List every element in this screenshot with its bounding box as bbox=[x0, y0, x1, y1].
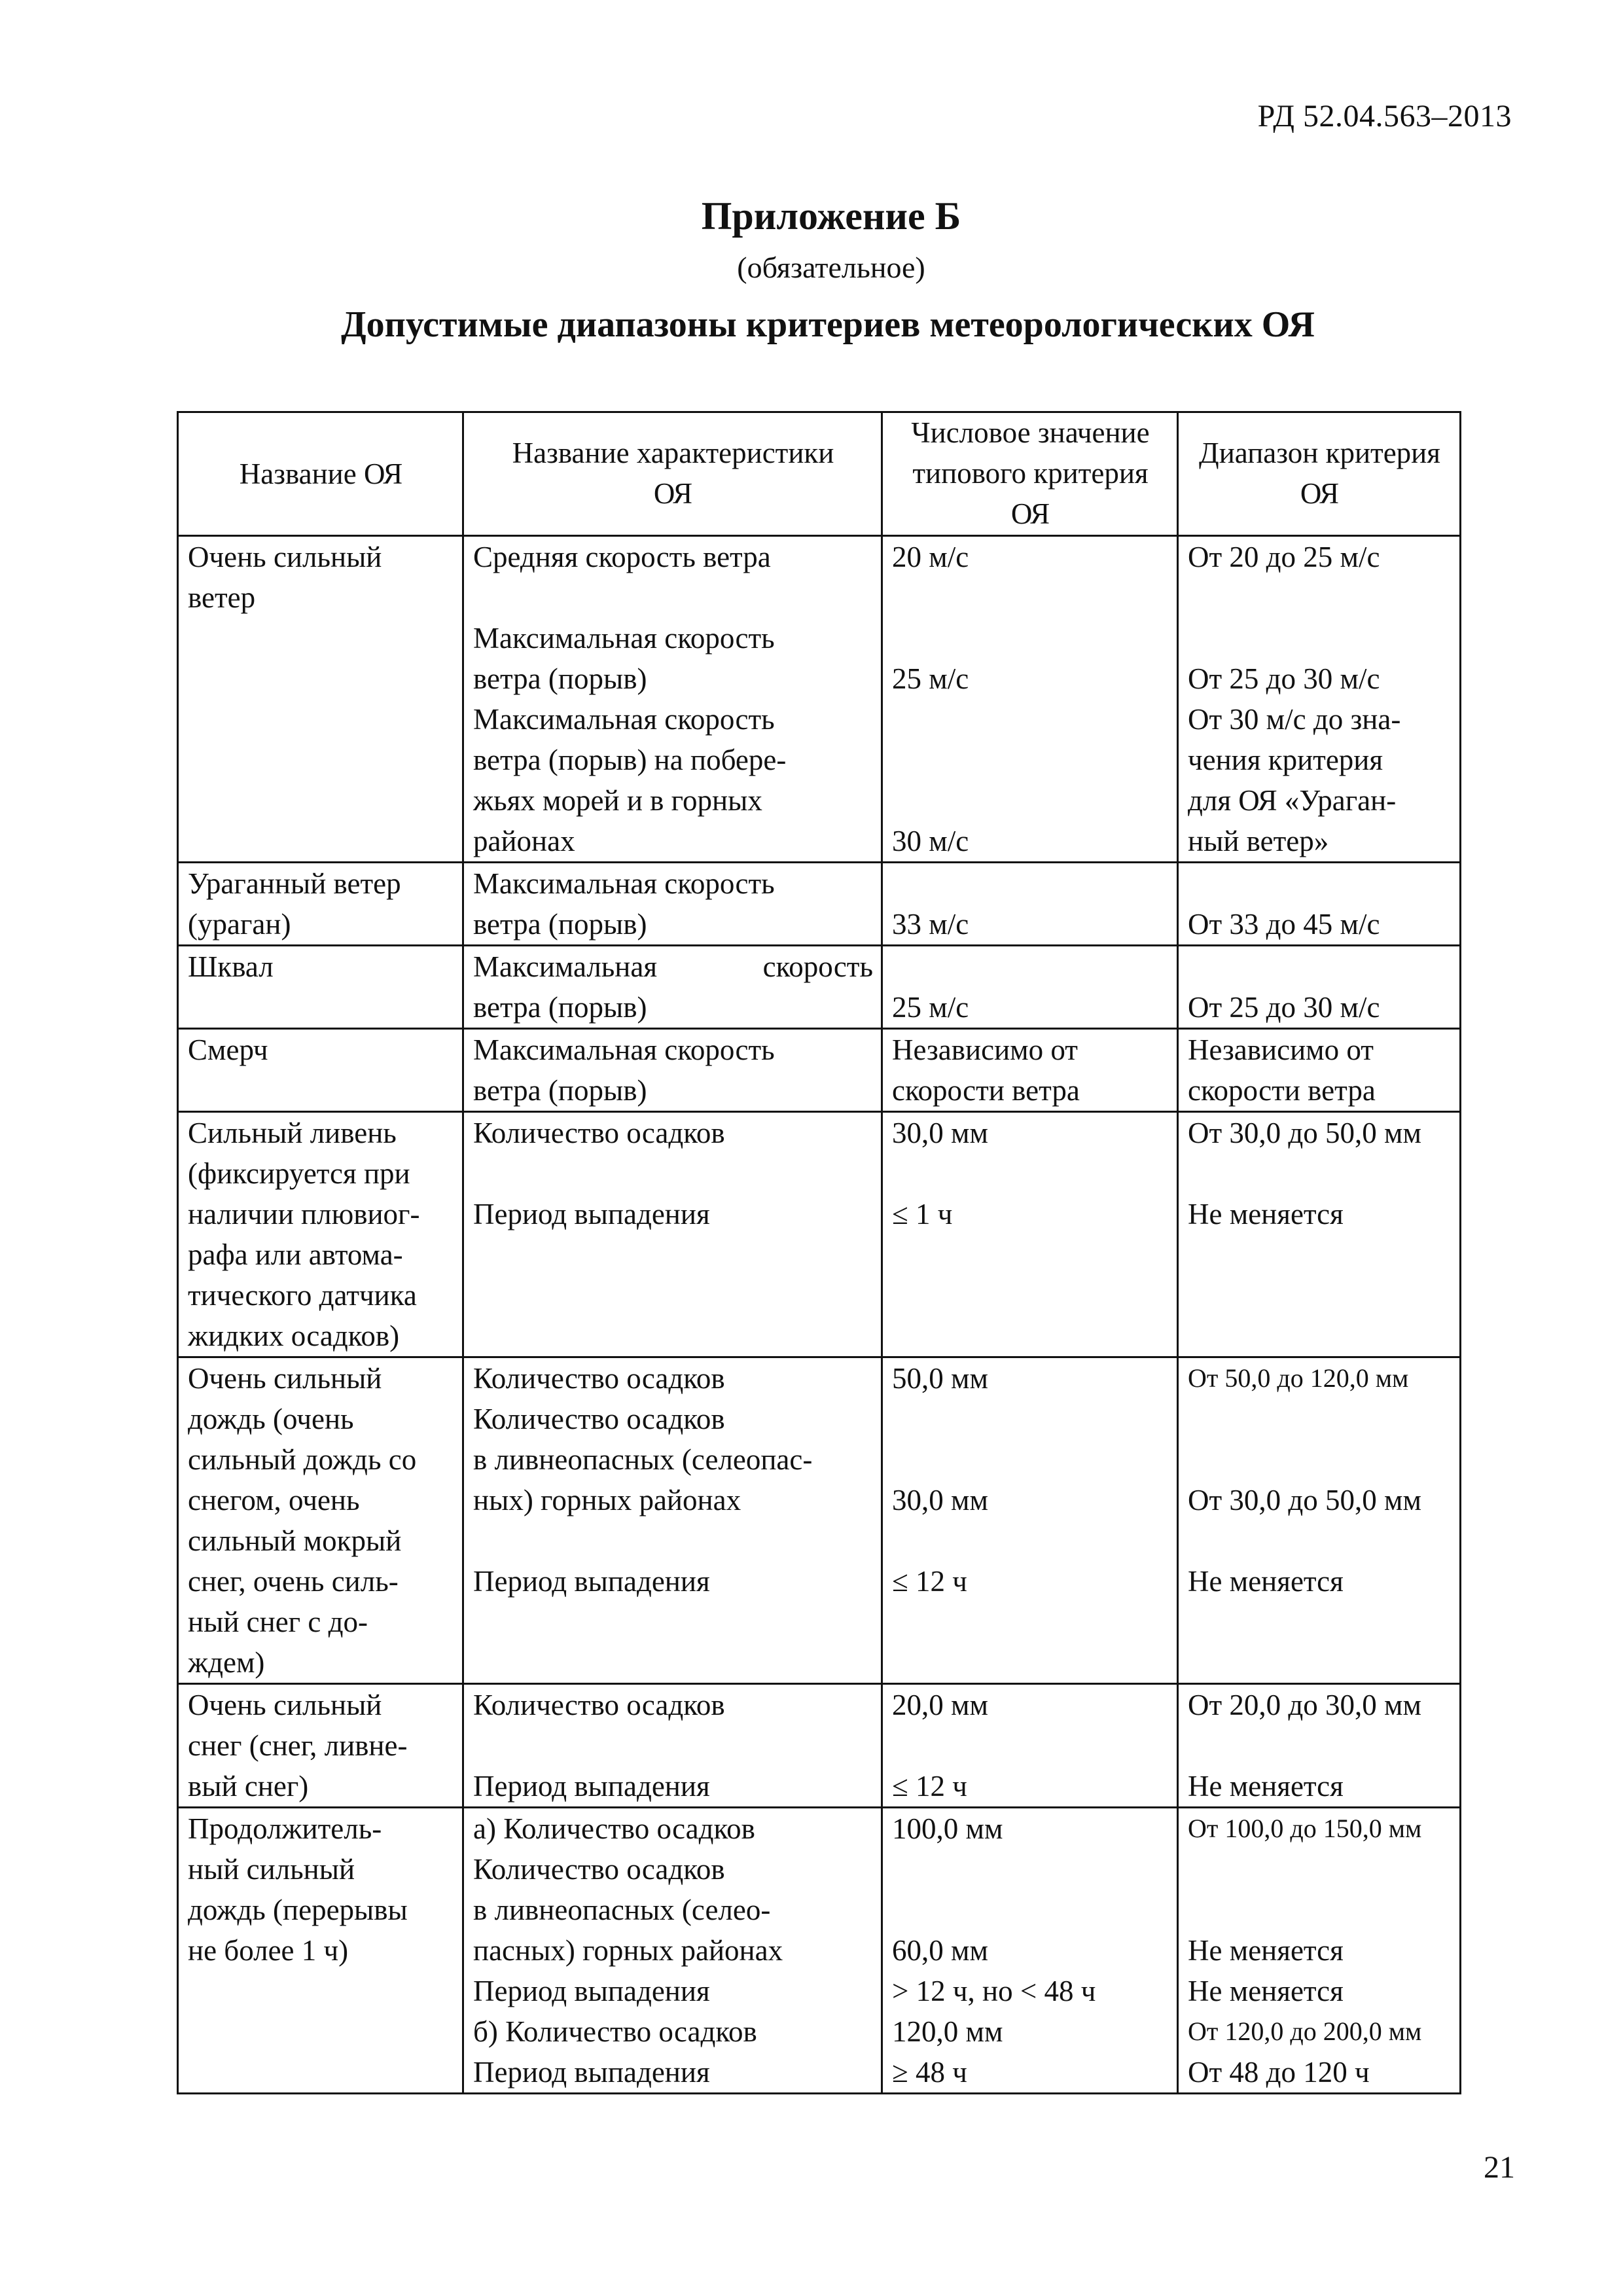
typical-value-cell bbox=[882, 1684, 1178, 1808]
cell-line: Период выпадения bbox=[473, 1565, 710, 1598]
cell-line: 30,0 мм bbox=[892, 1117, 988, 1149]
cell-line: Максимальная скорость bbox=[473, 1033, 775, 1066]
appendix-title: Приложение Б bbox=[701, 194, 961, 238]
criteria-table bbox=[177, 411, 1461, 2094]
cell-line bbox=[892, 740, 1169, 780]
cell-line: Количество осадков bbox=[473, 1117, 725, 1149]
cell-line bbox=[473, 1520, 873, 1561]
cell-line bbox=[1188, 946, 1452, 987]
typical-value-cell bbox=[882, 536, 1178, 863]
header-criterion-range: Диапазон критерия ОЯ bbox=[1178, 412, 1461, 536]
cell-line: (фиксируется при bbox=[188, 1157, 410, 1190]
cell-line: скорости ветра bbox=[892, 1074, 1080, 1107]
cell-line bbox=[892, 863, 1169, 904]
event-name-cell bbox=[178, 946, 463, 1029]
cell-line bbox=[1188, 618, 1452, 658]
typical-value-cell bbox=[882, 863, 1178, 946]
cell-line bbox=[892, 1399, 1169, 1439]
cell-line: От 20 до 25 м/с bbox=[1188, 541, 1380, 573]
cell-line bbox=[1188, 863, 1452, 904]
cell-line: пасных) горных районах bbox=[473, 1934, 783, 1967]
cell-line: 25 м/с bbox=[892, 991, 969, 1024]
cell-line bbox=[473, 1234, 873, 1275]
characteristic-cell bbox=[463, 863, 882, 946]
cell-line: Период выпадения bbox=[473, 1198, 710, 1230]
page-number: 21 bbox=[1484, 2150, 1515, 2185]
cell-word: Максимальная bbox=[473, 950, 658, 983]
cell-line bbox=[473, 1725, 873, 1766]
cell-line: районах bbox=[473, 825, 575, 857]
cell-line: ный сильный bbox=[188, 1853, 355, 1886]
cell-line bbox=[1188, 1602, 1452, 1642]
cell-line: Независимо от bbox=[892, 1033, 1078, 1066]
document-code: РД 52.04.563–2013 bbox=[1257, 99, 1512, 134]
cell-line: Максимальная скорость bbox=[473, 622, 775, 655]
cell-line bbox=[1188, 1316, 1452, 1356]
header-event-name: Название ОЯ bbox=[178, 412, 463, 536]
cell-line: От 120,0 до 200,0 мм bbox=[1188, 2017, 1422, 2046]
cell-line bbox=[473, 1153, 873, 1194]
characteristic-cell bbox=[463, 1029, 882, 1112]
cell-line: жидких осадков) bbox=[188, 1319, 400, 1352]
typical-value-cell bbox=[882, 1112, 1178, 1357]
event-name-cell bbox=[178, 1808, 463, 2094]
table-body bbox=[178, 536, 1461, 2094]
event-name-cell bbox=[178, 536, 463, 863]
table-header-row bbox=[178, 412, 1461, 536]
cell-line: Очень сильный bbox=[188, 1362, 382, 1395]
cell-line: вый снег) bbox=[188, 1770, 309, 1803]
event-name-cell bbox=[178, 1684, 463, 1808]
cell-line: ≤ 12 ч bbox=[892, 1770, 967, 1803]
cell-line: От 30 м/с до зна- bbox=[1188, 703, 1401, 736]
header-characteristic: Название характеристики ОЯ bbox=[463, 412, 882, 536]
characteristic-cell bbox=[463, 946, 882, 1029]
cell-line: От 20,0 до 30,0 мм bbox=[1188, 1689, 1422, 1721]
cell-line bbox=[892, 946, 1169, 987]
typical-value-cell bbox=[882, 946, 1178, 1029]
cell-line bbox=[892, 1890, 1169, 1930]
cell-line bbox=[1188, 1890, 1452, 1930]
cell-line: 30 м/с bbox=[892, 825, 969, 857]
cell-line bbox=[473, 1275, 873, 1316]
typical-value-cell bbox=[882, 1029, 1178, 1112]
typical-value-cell bbox=[882, 1808, 1178, 2094]
cell-line: (ураган) bbox=[188, 908, 291, 941]
cell-line bbox=[188, 1070, 454, 1111]
cell-line: ветра (порыв) на побере- bbox=[473, 744, 787, 776]
cell-line: > 12 ч, но < 48 ч bbox=[892, 1975, 1096, 2007]
cell-line: для ОЯ «Ураган- bbox=[1188, 784, 1397, 817]
header-typical-value: Числовое значение типового критерия ОЯ bbox=[882, 412, 1178, 536]
criterion-range-cell bbox=[1178, 1029, 1461, 1112]
cell-line: наличии плювиог- bbox=[188, 1198, 420, 1230]
cell-line: сильный мокрый bbox=[188, 1524, 402, 1557]
cell-line: Очень сильный bbox=[188, 541, 382, 573]
table-row bbox=[178, 863, 1461, 946]
cell-line: ≤ 12 ч bbox=[892, 1565, 967, 1598]
cell-line: Продолжитель- bbox=[188, 1812, 382, 1845]
criterion-range-cell bbox=[1178, 863, 1461, 946]
cell-line: Период выпадения bbox=[473, 1975, 710, 2007]
cell-line: 120,0 мм bbox=[892, 2015, 1003, 2048]
cell-line: Период выпадения bbox=[473, 2056, 710, 2089]
cell-line: От 30,0 до 50,0 мм bbox=[1188, 1484, 1422, 1516]
cell-line: Не меняется bbox=[1188, 1565, 1344, 1598]
cell-line bbox=[188, 2052, 454, 2092]
cell-line: снег, очень силь- bbox=[188, 1565, 399, 1598]
cell-line bbox=[473, 946, 873, 987]
cell-line: а) Количество осадков bbox=[473, 1812, 755, 1845]
cell-line: Не меняется bbox=[1188, 1198, 1344, 1230]
characteristic-cell bbox=[463, 1112, 882, 1357]
criterion-range-cell bbox=[1178, 946, 1461, 1029]
cell-line: Смерч bbox=[188, 1033, 268, 1066]
cell-line: Количество осадков bbox=[473, 1853, 725, 1886]
event-name-cell bbox=[178, 863, 463, 946]
table-row bbox=[178, 536, 1461, 863]
cell-line bbox=[473, 1602, 873, 1642]
cell-line bbox=[892, 1520, 1169, 1561]
criterion-range-cell bbox=[1178, 536, 1461, 863]
cell-line bbox=[892, 1725, 1169, 1766]
cell-line: в ливнеопасных (селео- bbox=[473, 1893, 771, 1926]
cell-line bbox=[892, 1642, 1169, 1683]
cell-line bbox=[892, 1849, 1169, 1890]
cell-line bbox=[473, 577, 873, 618]
cell-line: 100,0 мм bbox=[892, 1812, 1003, 1845]
cell-line bbox=[1188, 1520, 1452, 1561]
table-row bbox=[178, 1808, 1461, 2094]
cell-line: б) Количество осадков bbox=[473, 2015, 757, 2048]
cell-line: Не меняется bbox=[1188, 1934, 1344, 1967]
cell-line: Количество осадков bbox=[473, 1362, 725, 1395]
cell-line: 20,0 мм bbox=[892, 1689, 988, 1721]
cell-line bbox=[1188, 1642, 1452, 1683]
table-row bbox=[178, 1684, 1461, 1808]
cell-line: тического датчика bbox=[188, 1279, 417, 1312]
cell-line: сильный дождь со bbox=[188, 1443, 417, 1476]
cell-line: От 25 до 30 м/с bbox=[1188, 662, 1380, 695]
cell-line: Независимо от bbox=[1188, 1033, 1374, 1066]
cell-line: ный ветер» bbox=[1188, 825, 1329, 857]
cell-line: Очень сильный bbox=[188, 1689, 382, 1721]
cell-line: ветер bbox=[188, 581, 256, 614]
appendix-subtitle: (обязательное) bbox=[737, 251, 925, 284]
cell-line bbox=[892, 1234, 1169, 1275]
cell-line: От 100,0 до 150,0 мм bbox=[1188, 1814, 1422, 1843]
cell-line: Максимальная скорость bbox=[473, 703, 775, 736]
cell-line: ных) горных районах bbox=[473, 1484, 741, 1516]
cell-line bbox=[1188, 1849, 1452, 1890]
cell-line bbox=[473, 1642, 873, 1683]
cell-line: Количество осадков bbox=[473, 1403, 725, 1435]
appendix-heading: Допустимые диапазоны критериев метеорологических ОЯ bbox=[341, 304, 1315, 345]
cell-line bbox=[188, 987, 454, 1028]
cell-line: рафа или автома- bbox=[188, 1238, 403, 1271]
cell-line bbox=[1188, 1275, 1452, 1316]
cell-line: Сильный ливень bbox=[188, 1117, 397, 1149]
cell-line: снегом, очень bbox=[188, 1484, 360, 1516]
cell-line: От 25 до 30 м/с bbox=[1188, 991, 1380, 1024]
cell-line: От 48 до 120 ч bbox=[1188, 2056, 1370, 2089]
cell-line bbox=[1188, 1234, 1452, 1275]
cell-line bbox=[188, 2011, 454, 2052]
characteristic-cell bbox=[463, 1808, 882, 2094]
cell-line: 50,0 мм bbox=[892, 1362, 988, 1395]
cell-line: не более 1 ч) bbox=[188, 1934, 349, 1967]
characteristic-cell bbox=[463, 1684, 882, 1808]
cell-line: жьях морей и в горных bbox=[473, 784, 762, 817]
cell-line: От 30,0 до 50,0 мм bbox=[1188, 1117, 1422, 1149]
cell-line: ветра (порыв) bbox=[473, 991, 647, 1024]
event-name-cell bbox=[178, 1357, 463, 1684]
cell-line bbox=[892, 1439, 1169, 1480]
cell-line: Средняя скорость ветра bbox=[473, 541, 771, 573]
cell-line: Шквал bbox=[188, 950, 274, 983]
cell-line: ветра (порыв) bbox=[473, 662, 647, 695]
table-row bbox=[178, 1112, 1461, 1357]
table-row bbox=[178, 946, 1461, 1029]
characteristic-cell bbox=[463, 1357, 882, 1684]
cell-line bbox=[892, 1602, 1169, 1642]
cell-line: дождь (очень bbox=[188, 1403, 354, 1435]
cell-line bbox=[892, 577, 1169, 618]
cell-line: ждем) bbox=[188, 1646, 265, 1679]
criterion-range-cell bbox=[1178, 1808, 1461, 2094]
cell-line: От 33 до 45 м/с bbox=[1188, 908, 1380, 941]
cell-line bbox=[892, 780, 1169, 821]
cell-line: ≥ 48 ч bbox=[892, 2056, 967, 2089]
cell-line bbox=[188, 1971, 454, 2011]
cell-line: 33 м/с bbox=[892, 908, 969, 941]
cell-line: в ливнеопасных (селеопас- bbox=[473, 1443, 813, 1476]
cell-line: снег (снег, ливне- bbox=[188, 1729, 408, 1762]
cell-line: 20 м/с bbox=[892, 541, 969, 573]
cell-line: ный снег с до- bbox=[188, 1605, 368, 1638]
cell-line bbox=[892, 1275, 1169, 1316]
criterion-range-cell bbox=[1178, 1357, 1461, 1684]
cell-line: Период выпадения bbox=[473, 1770, 710, 1803]
cell-line: ветра (порыв) bbox=[473, 908, 647, 941]
cell-line bbox=[892, 1153, 1169, 1194]
cell-line: 25 м/с bbox=[892, 662, 969, 695]
cell-line bbox=[1188, 1439, 1452, 1480]
cell-line: 60,0 мм bbox=[892, 1934, 988, 1967]
cell-line: чения критерия bbox=[1188, 744, 1383, 776]
table-row bbox=[178, 1357, 1461, 1684]
characteristic-cell bbox=[463, 536, 882, 863]
cell-line: От 50,0 до 120,0 мм bbox=[1188, 1363, 1409, 1393]
cell-line: 30,0 мм bbox=[892, 1484, 988, 1516]
table-row bbox=[178, 1029, 1461, 1112]
cell-line bbox=[1188, 1153, 1452, 1194]
cell-line: Не меняется bbox=[1188, 1770, 1344, 1803]
typical-value-cell bbox=[882, 1357, 1178, 1684]
cell-line: ≤ 1 ч bbox=[892, 1198, 953, 1230]
cell-line bbox=[1188, 1725, 1452, 1766]
criterion-range-cell bbox=[1178, 1684, 1461, 1808]
cell-line: скорости ветра bbox=[1188, 1074, 1376, 1107]
cell-line: Не меняется bbox=[1188, 1975, 1344, 2007]
criterion-range-cell bbox=[1178, 1112, 1461, 1357]
cell-line: Количество осадков bbox=[473, 1689, 725, 1721]
cell-line: ветра (порыв) bbox=[473, 1074, 647, 1107]
cell-line: Ураганный ветер bbox=[188, 867, 401, 900]
cell-line bbox=[892, 699, 1169, 740]
cell-line: дождь (перерывы bbox=[188, 1893, 408, 1926]
cell-line bbox=[473, 1316, 873, 1356]
cell-line bbox=[892, 1316, 1169, 1356]
event-name-cell bbox=[178, 1029, 463, 1112]
cell-line bbox=[892, 618, 1169, 658]
event-name-cell bbox=[178, 1112, 463, 1357]
cell-word: скорость bbox=[762, 950, 873, 983]
cell-line bbox=[1188, 1399, 1452, 1439]
cell-line bbox=[1188, 577, 1452, 618]
cell-line: Максимальная скорость bbox=[473, 867, 775, 900]
